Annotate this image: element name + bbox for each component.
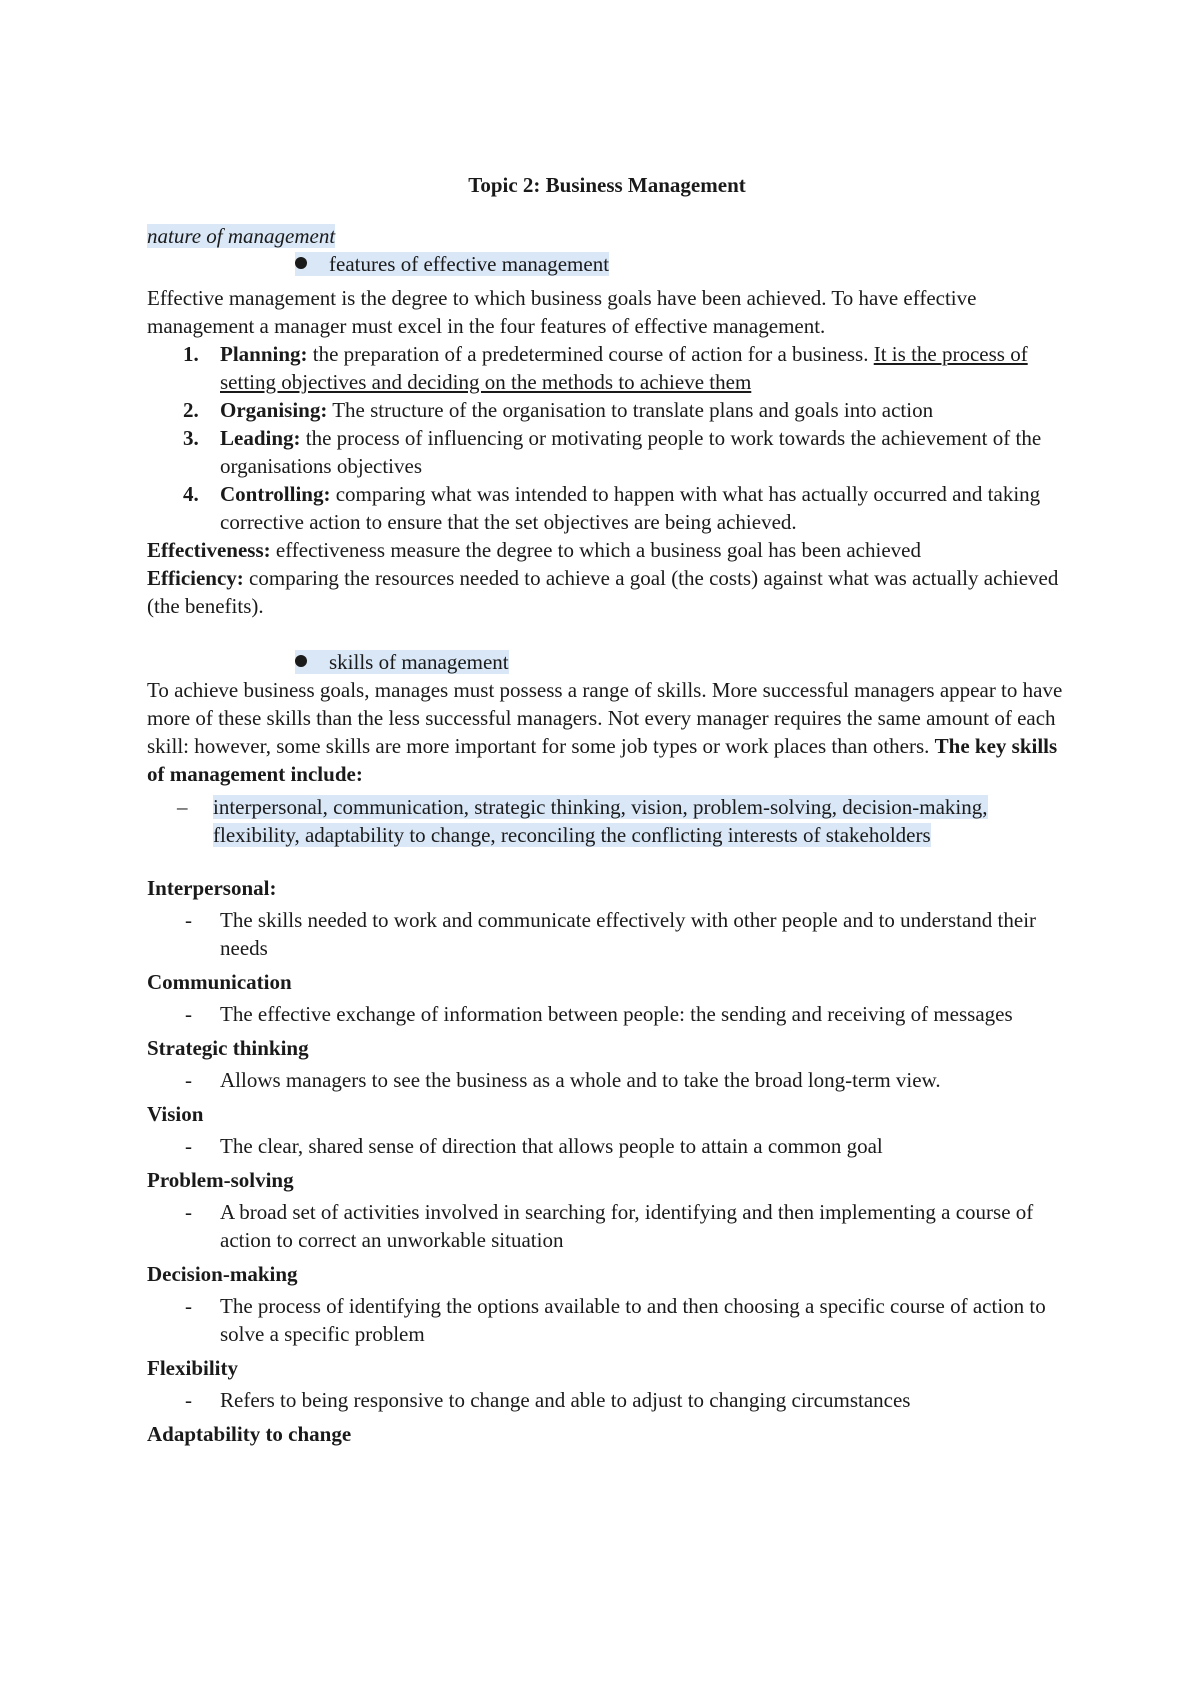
skill-heading: Strategic thinking	[147, 1036, 309, 1060]
efficiency-text: comparing the resources needed to achieve a goal (the costs) against what was actually achieved (the benefits).	[147, 566, 1059, 618]
feature-text: comparing what was intended to happen with what has actually occurred and taking corrective action to ensure that the set objectives are being achieved.	[220, 482, 1041, 534]
feature-item-planning	[147, 340, 1077, 396]
bullet-features-highlight	[295, 252, 609, 276]
efficiency-term: Efficiency:	[147, 566, 244, 590]
skill-text: The effective exchange of information between people: the sending and receiving of messages	[220, 1002, 1013, 1026]
feature-term: Controlling:	[220, 482, 331, 506]
skill-dash: -	[185, 1388, 192, 1412]
skill-description	[147, 1386, 1077, 1414]
skills-details	[147, 868, 1077, 1448]
bullet-skills-label: skills of management	[329, 650, 509, 674]
feature-term: Organising:	[220, 398, 328, 422]
skill-dash: -	[185, 1068, 192, 1092]
feature-text: the preparation of a predetermined course of action for a business.	[307, 342, 874, 366]
feature-underlined-text: It is the process of setting objectives and deciding on the methods to achieve them	[220, 342, 1028, 394]
skill-heading: Flexibility	[147, 1356, 238, 1380]
efficiency-definition	[147, 564, 1077, 620]
skill-text: Allows managers to see the business as a whole and to take the broad long-term view.	[220, 1068, 941, 1092]
bullet-skills	[295, 648, 509, 676]
skill-text: The clear, shared sense of direction that allows people to attain a common goal	[220, 1134, 883, 1158]
skill-heading: Adaptability to change	[147, 1422, 352, 1446]
feature-number: 2.	[183, 398, 199, 422]
bullet-icon	[295, 655, 307, 667]
feature-text: the process of influencing or motivating people to work towards the achievement of the organisations objectives	[220, 426, 1042, 478]
skill-dash: -	[185, 1294, 192, 1318]
feature-item-organising	[147, 396, 1077, 424]
skills-intro-text: To achieve business goals, manages must possess a range of skills. More successful managers appear to have more of these skills than the less successful managers. Not every manager requires the same amount of each skill: however, some skills are more important for some job types or work places than others.	[147, 678, 1063, 758]
feature-item-controlling	[147, 480, 1077, 536]
skill-dash: -	[185, 1134, 192, 1158]
bullet-features-label: features of effective management	[329, 252, 610, 276]
features-section	[147, 284, 1077, 620]
effectiveness-text: effectiveness measure the degree to which a business goal has been achieved	[270, 538, 921, 562]
skills-intro	[147, 676, 1077, 788]
bullet-icon	[295, 257, 307, 269]
skill-text: A broad set of activities involved in searching for, identifying and then implementing a course of action to correct an unworkable situation	[220, 1200, 1034, 1252]
effectiveness-term: Effectiveness:	[147, 538, 271, 562]
features-intro: Effective management is the degree to which business goals have been achieved. To have effective management a manager must excel in the four features of effective management.	[147, 286, 977, 338]
skill-dash: -	[185, 1002, 192, 1026]
skill-dash: -	[185, 908, 192, 932]
skill-description	[147, 906, 1077, 962]
skill-description	[147, 1000, 1077, 1028]
bullet-skills-highlight	[295, 650, 509, 674]
key-skills-text: interpersonal, communication, strategic thinking, vision, problem-solving, decision-making, flexibility, adaptability to change, reconciling the conflicting interests of stakeholders	[213, 795, 988, 847]
feature-term: Planning:	[220, 342, 308, 366]
skill-text: The skills needed to work and communicate effectively with other people and to understand their needs	[220, 908, 1037, 960]
skill-description	[147, 1132, 1077, 1160]
skill-description	[147, 1292, 1077, 1348]
feature-number: 4.	[183, 482, 199, 506]
skill-text: The process of identifying the options available to and then choosing a specific course of action to solve a specific problem	[220, 1294, 1046, 1346]
page-title: Topic 2: Business Management	[468, 173, 746, 197]
skill-description	[147, 1066, 1077, 1094]
section-heading	[147, 222, 1077, 250]
effectiveness-definition	[147, 536, 1077, 564]
key-skills-dash: –	[177, 795, 188, 819]
skill-heading: Decision-making	[147, 1262, 298, 1286]
section-heading-text: nature of management	[147, 224, 336, 248]
skill-description	[147, 1198, 1077, 1254]
bullet-features	[295, 250, 609, 278]
skill-text: Refers to being responsive to change and able to adjust to changing circumstances	[220, 1388, 911, 1412]
key-skills-text-wrap	[213, 793, 1073, 849]
feature-text: The structure of the organisation to translate plans and goals into action	[327, 398, 934, 422]
feature-number: 3.	[183, 426, 199, 450]
skill-heading: Problem-solving	[147, 1168, 294, 1192]
features-list	[147, 340, 1077, 536]
skill-heading: Interpersonal:	[147, 876, 277, 900]
skills-intro-bold: The key skills of management include:	[147, 734, 1058, 786]
skill-heading: Communication	[147, 970, 292, 994]
skill-heading: Vision	[147, 1102, 204, 1126]
feature-number: 1.	[183, 342, 199, 366]
feature-item-leading	[147, 424, 1077, 480]
feature-term: Leading:	[220, 426, 301, 450]
skill-dash: -	[185, 1200, 192, 1224]
